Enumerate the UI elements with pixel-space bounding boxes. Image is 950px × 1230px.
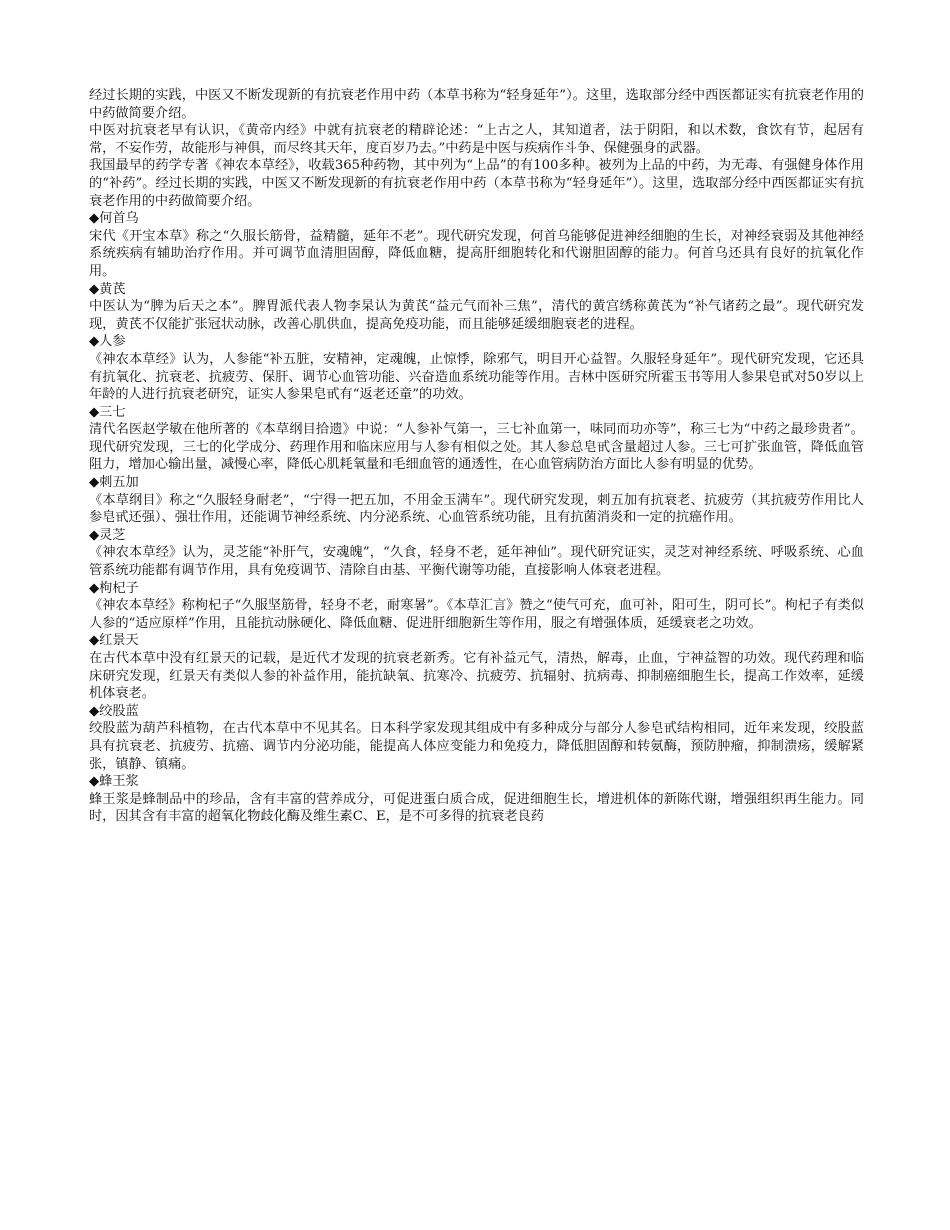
section-heading-sanqi: ◆三七 <box>89 404 126 420</box>
section-heading-renshen: ◆人参 <box>89 334 126 350</box>
document-body <box>89 87 864 826</box>
section-body-hongjingtian: 在古代本草中没有红景天的记载，是近代才发现的抗衰老新秀。它有补益元气，清热，解毒，止血，宁神益智的功效。现代药理和临床研究发现，红景天有类似人参的补益作用，能抗缺氧、抗寒冷、抗疲劳、抗辐射、抗病毒、抑制癌细胞生长，提高工作效率，延缓机体衰老。 <box>89 651 864 702</box>
section-body-heshouwu: 宋代《开宝本草》称之“久服长筋骨，益精髓，延年不老”。现代研究发现，何首乌能够促进神经细胞的生长，对神经衰弱及其他神经系统疾病有辅助治疗作用。并可调节血清胆固醇，降低血糖，提高肝细胞转化和代谢胆固醇的能力。何首乌还具有良好的抗氧化作用。 <box>89 228 864 279</box>
section-heading-jiaogulan: ◆绞股蓝 <box>89 703 139 719</box>
section-heading-fengwangjiang: ◆蜂王浆 <box>89 774 139 790</box>
section-body-renshen: 《神农本草经》认为，人参能“补五脏，安精神，定魂魄，止惊悸，除邪气，明目开心益智。久服轻身延年”。现代研究发现，它还具有抗氧化、抗衰老、抗疲劳、保肝、调节心血管功能、兴奋造血系统功能等作用。吉林中医研究所霍玉书等用人参果皂甙对50岁以上年龄的人进行抗衰老研究，证实人参果皂甙有“返老还童”的功效。 <box>89 351 864 403</box>
section-heading-heshouwu: ◆何首乌 <box>89 211 139 227</box>
section-heading-ciwujia: ◆刺五加 <box>89 475 139 491</box>
section-body-gouqizi: 《神农本草经》称枸杞子“久服坚筋骨，轻身不老，耐寒暑”。《本草汇言》赞之“使气可充，血可补，阳可生，阴可长”。枸杞子有类似人参的“适应原样”作用，且能抗动脉硬化、降低血糖、促进肝细胞新生等作用，服之有增强体质，延缓衰老之功效。 <box>89 598 864 631</box>
section-body-jiaogulan: 绞股蓝为葫芦科植物，在古代本草中不见其名。日本科学家发现其组成中有多种成分与部分人参皂甙结构相同，近年来发现，绞股蓝具有抗衰老、抗疲劳、抗癌、调节内分泌功能，能提高人体应变能力和免疫力，降低胆固醇和转氨酶，预防肿瘤，抑制溃疡，缓解紧张，镇静、镇痛。 <box>89 721 864 772</box>
section-body-lingzhi: 《神农本草经》认为，灵芝能“补肝气，安魂魄”，“久食，轻身不老，延年神仙”。现代研究证实，灵芝对神经系统、呼吸系统、心血管系统功能都有调节作用，具有免疫调节、清除自由基、平衡代谢等功能，直接影响人体衰老进程。 <box>89 545 864 579</box>
section-body-sanqi: 清代名医赵学敏在他所著的《本草纲目拾遗》中说：“人参补气第一，三七补血第一，味同而功亦等”，称三七为“中药之最珍贵者”。现代研究发现，三七的化学成分、药理作用和临床应用与人参有相似之处。其人参总皂甙含量超过人参。三七可扩张血管，降低血管阻力，增加心输出量，减慢心率，降低心肌耗氧量和毛细血管的通透性，在心血管病防治方面比人参有明显的优势。 <box>89 422 864 473</box>
section-body-ciwujia: 《本草纲目》称之“久服轻身耐老”，“宁得一把五加，不用金玉满车”。现代研究发现，刺五加有抗衰老、抗疲劳（其抗疲劳作用比人参皂甙还强）、强壮作用，还能调节神经系统、内分泌系统、心血管系统功能，且有抗菌消炎和一定的抗癌作用。 <box>89 492 864 526</box>
section-body-huangqi: 中医认为“脾为后天之本”。脾胃派代表人物李杲认为黄芪“益元气而补三焦”，清代的黄宫绣称黄芪为“补气诸药之最”。现代研究发现，黄芪不仅能扩张冠状动脉，改善心肌供血，提高免疫功能，而且能够延缓细胞衰老的进程。 <box>89 299 864 332</box>
intro-paragraph-1: 经过长期的实践，中医又不断发现新的有抗衰老作用中药（本草书称为“轻身延年”）。这里，选取部分经中西医都证实有抗衰老作用的中药做简要介绍。 <box>89 88 864 121</box>
intro-paragraph-3: 我国最早的药学专著《神农本草经》，收载365种药物，其中列为“上品”的有100多种。被列为上品的中药，为无毒、有强健身体作用的“补药”。经过长期的实践，中医又不断发现新的有抗衰老作用中药（本草书称为“轻身延年”）。这里，选取部分经中西医都证实有抗衰老作用的中药做简要介绍。 <box>89 158 864 209</box>
intro-paragraph-2: 中医对抗衰老早有认识，《黄帝内经》中就有抗衰老的精辟论述：“上古之人，其知道者，法于阴阳，和以术数，食饮有节，起居有常，不妄作劳，故能形与神俱，而尽终其天年，度百岁乃去。”中药是中医与疾病作斗争、保健强身的武器。 <box>89 123 864 156</box>
section-body-fengwangjiang: 蜂王浆是蜂制品中的珍品，含有丰富的营养成分，可促进蛋白质合成，促进细胞生长，增进机体的新陈代谢，增强组织再生能力。同时，因其含有丰富的超氧化物歧化酶及维生素C、E，是不可多得的抗衰老良药 <box>89 791 864 825</box>
section-heading-huangqi: ◆黄芪 <box>89 281 126 297</box>
section-heading-hongjingtian: ◆红景天 <box>89 633 139 649</box>
section-heading-lingzhi: ◆灵芝 <box>89 527 126 543</box>
section-heading-gouqizi: ◆枸杞子 <box>89 580 139 596</box>
